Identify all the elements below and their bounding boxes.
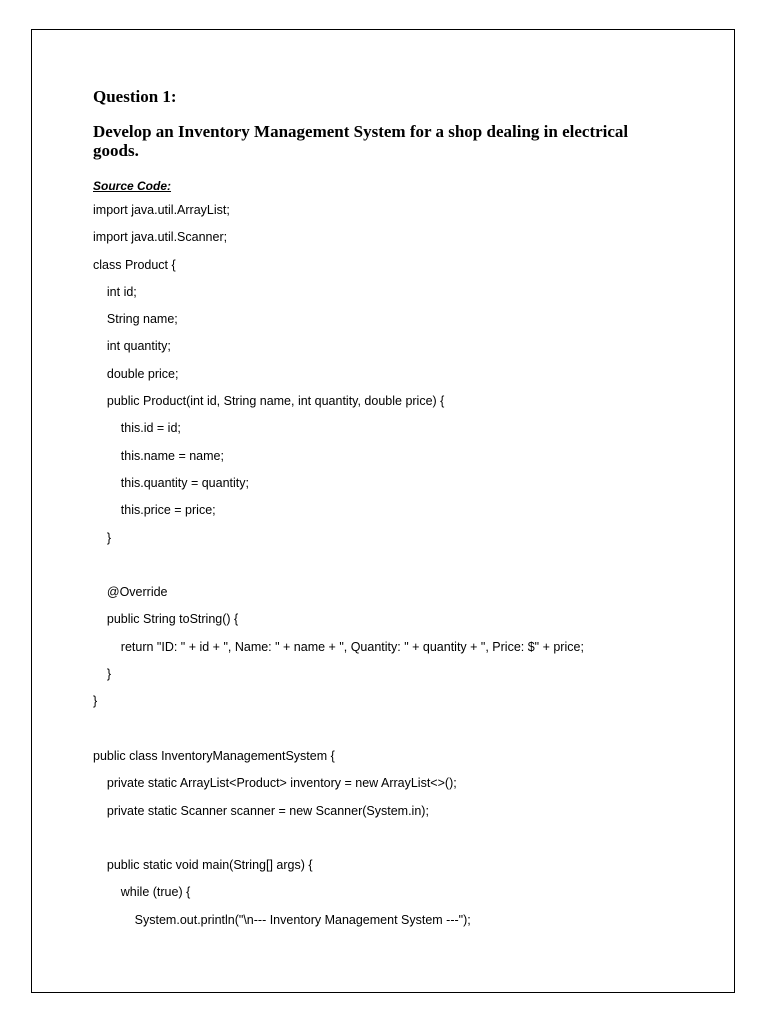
document-content bbox=[93, 86, 673, 934]
code-line: public Product(int id, String name, int quantity, double price) { bbox=[93, 394, 445, 409]
code-line: } bbox=[93, 530, 112, 545]
code-line: while (true) { bbox=[93, 885, 191, 900]
code-line: import java.util.Scanner; bbox=[93, 230, 228, 245]
code-line: public static void main(String[] args) { bbox=[93, 858, 313, 873]
code-line: this.price = price; bbox=[93, 503, 216, 518]
code-line: int id; bbox=[93, 284, 137, 299]
code-line: import java.util.ArrayList; bbox=[93, 203, 230, 217]
source-code-label: Source Code: bbox=[93, 179, 172, 193]
code-line: this.name = name; bbox=[93, 448, 224, 463]
code-line: @Override bbox=[93, 585, 168, 600]
question-description: Develop an Inventory Management System for a shop dealing in electrical goods. bbox=[93, 122, 629, 160]
code-line: class Product { bbox=[93, 257, 176, 272]
code-line bbox=[93, 552, 673, 579]
code-line bbox=[93, 716, 673, 743]
code-line: public class InventoryManagementSystem { bbox=[93, 748, 335, 763]
code-line: private static Scanner scanner = new Scanner(System.in); bbox=[93, 803, 429, 818]
code-line bbox=[93, 825, 673, 852]
code-line: private static ArrayList<Product> inventory = new ArrayList<>(); bbox=[93, 776, 457, 791]
question-title: Question 1: bbox=[93, 87, 177, 106]
code-line: return "ID: " + id + ", Name: " + name + ", Quantity: " + quantity + ", Price: $" + price; bbox=[93, 639, 584, 654]
code-line: int quantity; bbox=[93, 339, 171, 354]
code-line: System.out.println("\n--- Inventory Management System ---"); bbox=[93, 912, 471, 927]
code-line: this.id = id; bbox=[93, 421, 181, 436]
source-code-block bbox=[93, 197, 673, 934]
code-line: String name; bbox=[93, 312, 178, 327]
code-line: this.quantity = quantity; bbox=[93, 475, 249, 490]
code-line: public String toString() { bbox=[93, 612, 239, 627]
code-line: double price; bbox=[93, 366, 179, 381]
code-line: } bbox=[93, 667, 112, 682]
code-line: } bbox=[93, 694, 98, 709]
